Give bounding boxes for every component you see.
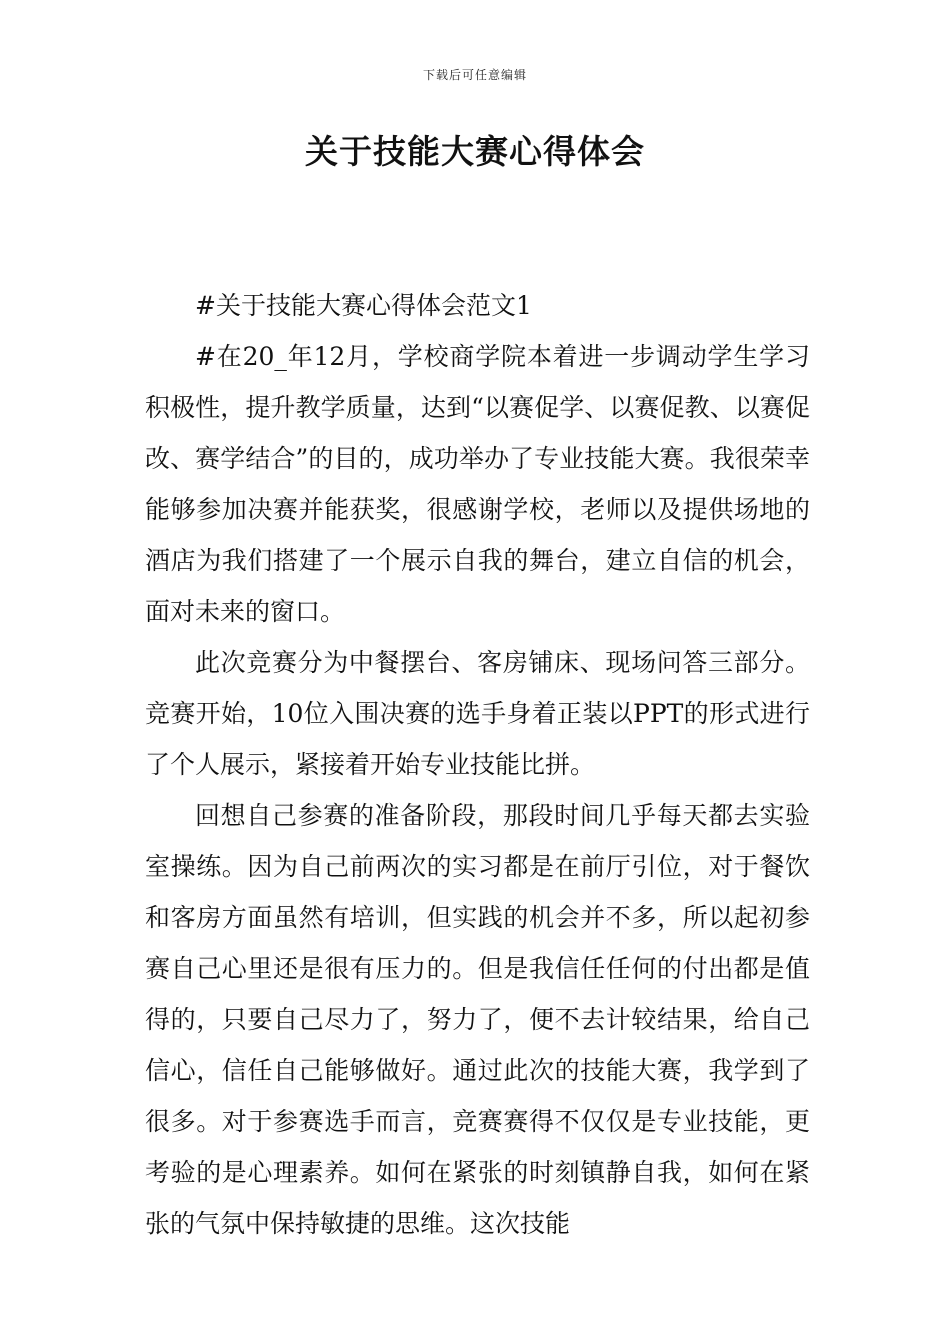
paragraph-intro: #在20_年12月，学校商学院本着进一步调动学生学习积极性，提升教学质量，达到“以赛促学、以赛促教、以赛促改、赛学结合”的目的，成功举办了专业技能大赛。我很荣幸能够参加决赛并能获奖，很感谢学校，老师以及提供场地的酒店为我们搭建了一个展示自我的舞台，建立自信的机会，面对未来的窗口。 bbox=[145, 342, 810, 626]
paragraph-competition: 此次竞赛分为中餐摆台、客房铺床、现场问答三部分。竞赛开始，10位入围决赛的选手身着正装以PPT的形式进行了个人展示，紧接着开始专业技能比拼。 bbox=[145, 648, 810, 779]
paragraph-heading: #关于技能大赛心得体会范文1 bbox=[195, 291, 532, 320]
header-note: 下载后可任意编辑 bbox=[422, 68, 527, 82]
document-body bbox=[145, 280, 810, 1249]
paragraph-reflection: 回想自己参赛的准备阶段，那段时间几乎每天都去实验室操练。因为自己前两次的实习都是在前厅引位，对于餐饮和客房方面虽然有培训，但实践的机会并不多，所以起初参赛自己心里还是很有压力的。但是我信任任何的付出都是值得的，只要自己尽力了，努力了，便不去计较结果，给自己信心，信任自己能够做好。通过此次的技能大赛，我学到了很多。对于参赛选手而言，竞赛赛得不仅仅是专业技能，更考验的是心理素养。如何在紧张的时刻镇静自我，如何在紧张的气氛中保持敏捷的思维。这次技能 bbox=[145, 801, 810, 1238]
document-title: 关于技能大赛心得体会 bbox=[305, 132, 645, 171]
